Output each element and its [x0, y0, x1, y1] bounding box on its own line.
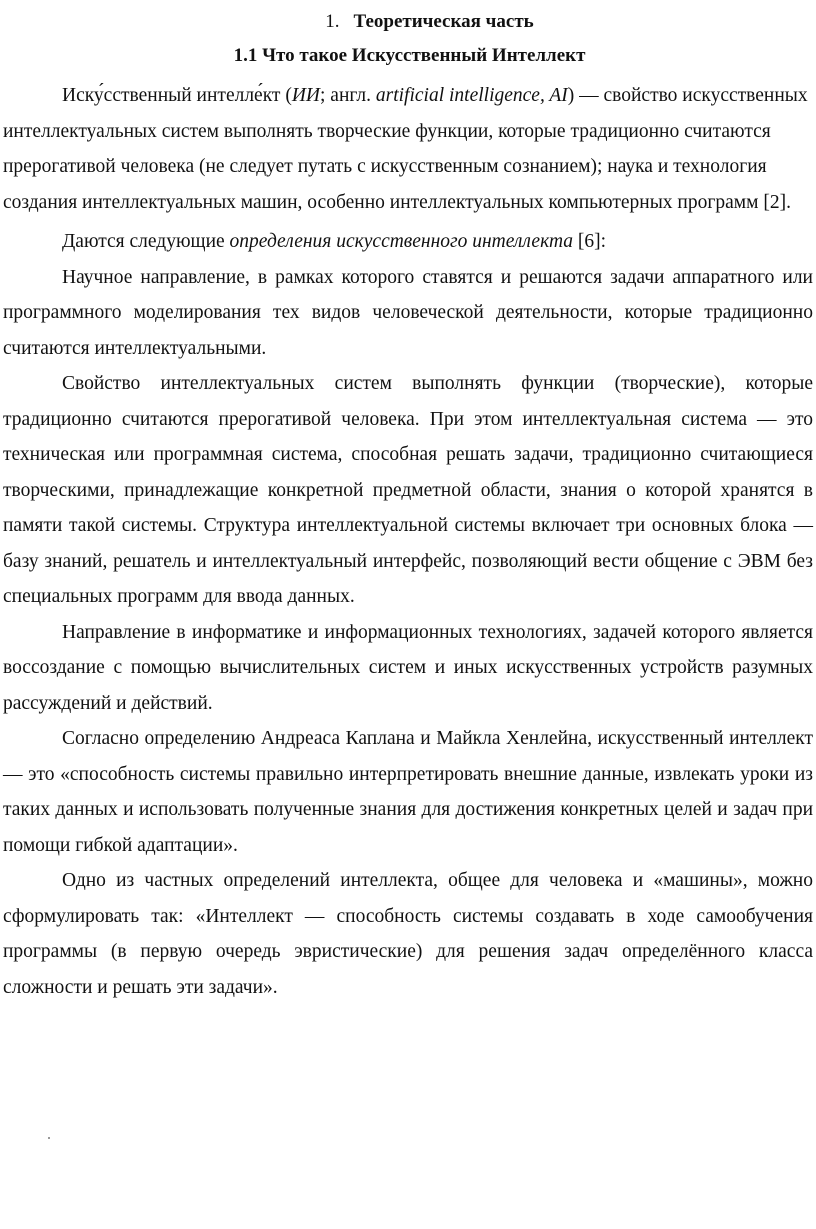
subsection-heading: 1.1 Что такое Искусственный Интеллект	[233, 45, 586, 66]
intro-term-en: artificial intelligence, AI	[375, 85, 568, 106]
definition-paragraph-1: Научное направление, в рамках которого ставятся и решаются задачи аппаратного или программного моделирования тех видов человеческой деятельности, которые традиционно считаются интеллектуальными.	[3, 266, 813, 359]
definition-paragraph-3: Направление в информатике и информационных технологиях, задачей которого является воссоздание с помощью вычислительных систем и иных искусственных устройств разумных рассуждений и действий.	[3, 621, 813, 714]
intro-abbr-ru: ИИ	[291, 85, 320, 106]
intro-mid: ; англ.	[320, 85, 376, 106]
section-number: 1.	[325, 11, 340, 32]
intro-rest: ) — свойство искусственных интеллектуальных систем выполнять творческие функции, которые традиционно считаются прерогативой человека (не следует путать с искусственным сознанием); наука и технология создания интеллектуальных машин, особенно интеллектуальных компьютерных программ [2].	[3, 85, 808, 213]
kaplan-haenlein-paragraph: Согласно определению Андреаса Каплана и Майкла Хенлейна, искусственный интеллект — это «способность системы правильно интерпретировать внешние данные, извлекать уроки из таких данных и использовать полученные знания для достижения конкретных целей и задач при помощи гибкой адаптации».	[3, 728, 813, 856]
stray-mark	[48, 1137, 50, 1139]
intro-term: Иску́сственный интелле́кт (	[62, 85, 292, 106]
definitions-lead-after: [6]:	[573, 231, 607, 252]
general-definition-paragraph: Одно из частных определений интеллекта, общее для человека и «машины», можно сформулировать так: «Интеллект — способность системы создавать в ходе самообучения программы (в первую очередь эвристические) для решения задач определённого класса сложности и решать эти задачи».	[3, 870, 813, 998]
intro-paragraph	[3, 78, 813, 220]
section-heading	[3, 8, 816, 36]
definition-paragraph-2: Свойство интеллектуальных систем выполнять функции (творческие), которые традиционно считаются прерогативой человека. При этом интеллектуальная система — это техническая или программная система, способная решать задачи, традиционно считающиеся творческими, принадлежащие конкретной предметной области, знания о которой хранятся в памяти такой системы. Структура интеллектуальной системы включает три основных блока — базу знаний, решатель и интеллектуальный интерфейс, позволяющий вести общение с ЭВМ без специальных программ для ввода данных.	[3, 373, 813, 607]
definitions-lead-italic: определения искусственного интеллекта	[229, 231, 574, 252]
section-title: Теоретическая часть	[353, 11, 534, 32]
definitions-lead-before: Даются следующие	[62, 231, 230, 252]
definitions-lead-paragraph	[3, 224, 813, 260]
